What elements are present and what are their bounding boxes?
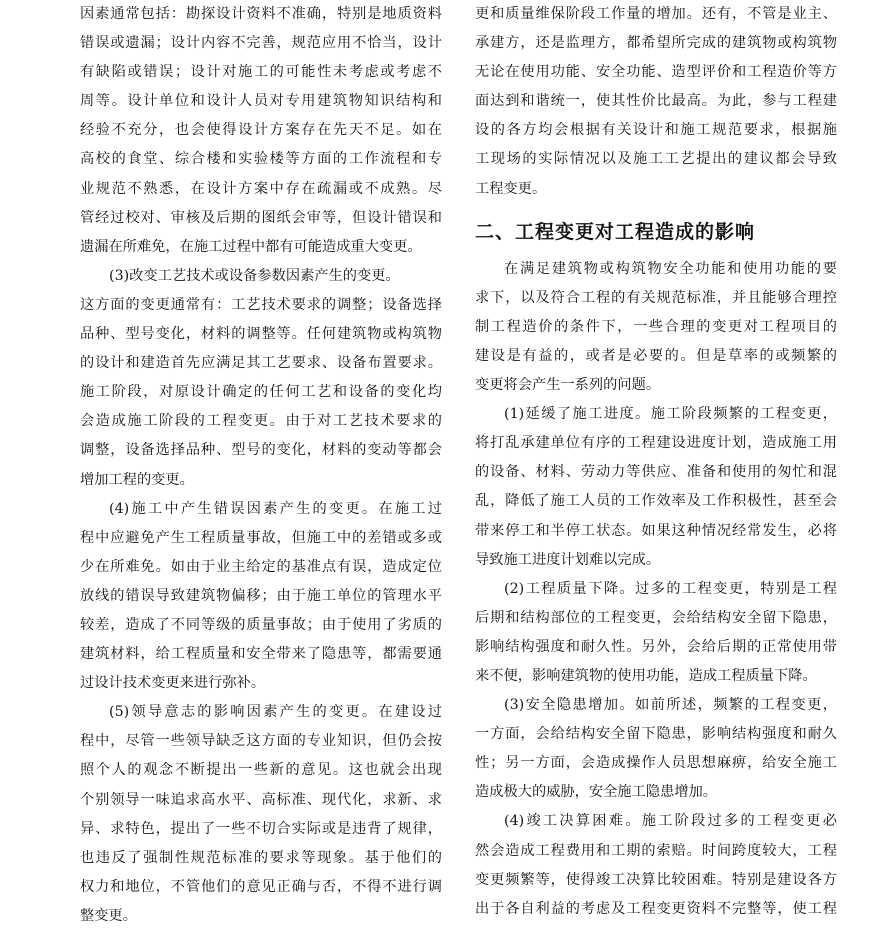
text-line: 带来停工和半停工状态。如果这种情况经常发生，必将 (475, 522, 837, 539)
text-line: 经验不充分，也会使得设计方案存在先天不足。如在 (80, 122, 442, 139)
text-line: 影响结构强度和耐久性。另外，会给后期的正常使用带 (475, 638, 837, 655)
text-line: 施工阶段，对原设计确定的任何工艺和设备的变化均 (80, 384, 442, 401)
text-line: 因素通常包括：勘探设计资料不准确，特别是地质资料 (80, 6, 442, 22)
text-line: 遗漏在所难免，在施工过程中都有可能造成重大变更。 (80, 238, 422, 255)
text-line: 工现场的实际情况以及施工工艺提出的建议都会导致 (475, 151, 837, 168)
text-line: 求下，以及符合工程的有关规范标准，并且能够合理控 (475, 289, 837, 306)
right-column (475, 0, 837, 924)
text-line: 有缺陷或错误；设计对施工的可能性未考虑或考虑不 (80, 64, 442, 81)
text-line: (3)改变工艺技术或设备参数因素产生的变更。 (109, 267, 400, 284)
text-line: 设的各方均会根据有关设计和施工规范要求，根据施 (475, 122, 837, 139)
text-line: (1)延缓了施工进度。施工阶段频繁的工程变更， (504, 406, 837, 423)
text-line: 变更频繁等，使得竣工决算比较困难。特别是建设各方 (475, 871, 837, 888)
text-line: 整变更。 (80, 907, 137, 924)
right-column-body (475, 255, 837, 924)
text-line: 乱，降低了施工人员的工作效率及工作积极性，甚至会 (475, 493, 837, 510)
text-line: 品种、型号变化，材料的调整等。任何建筑物或构筑物 (80, 326, 442, 343)
text-line: 少在所难免。如由于业主给定的基准点有误，造成定位 (80, 558, 442, 575)
text-line: 也违反了强制性规范标准的要求等现象。基于他们的 (80, 849, 442, 866)
text-line: 后期和结构部位的工程变更，会给结构安全留下隐患， (475, 609, 837, 626)
text-line: 承建方，还是监理方，都希望所完成的建筑物或构筑物 (475, 35, 837, 52)
text-line: 变更将会产生一系列的问题。 (475, 377, 661, 394)
text-line: 异、求特色，提出了一些不切合实际或是违背了规律， (80, 820, 442, 837)
text-line: 更和质量维保阶段工作量的增加。还有，不管是业主、 (475, 6, 837, 22)
text-line: (2)工程质量下降。过多的工程变更，特别是工程 (504, 580, 837, 597)
text-line: 在满足建筑物或构筑物安全功能和使用功能的要 (504, 260, 837, 277)
text-line: 的设计和建造首先应满足其工艺要求、设备布置要求。 (80, 355, 442, 372)
text-line: 建设是有益的，或者是必要的。但是草率的或频繁的 (475, 347, 837, 364)
text-line: 错误或遗漏；设计内容不完善，规范应用不恰当，设计 (80, 35, 442, 52)
text-line: (4)施工中产生错误因素产生的变更。在施工过 (109, 500, 442, 517)
text-line: 程中应避免产生工程质量事故，但施工中的差错或多或 (80, 529, 442, 546)
text-line: 照个人的观念不断提出一些新的意见。这也就会出现 (80, 762, 442, 779)
text-line: 将打乱承建单位有序的工程建设进度计划，造成施工用 (475, 435, 837, 452)
text-line: 放线的错误导致建筑物偏移；由于施工单位的管理水平 (80, 587, 442, 604)
text-line: 调整，设备选择品种、型号的变化，材料的变动等都会 (80, 442, 442, 459)
right-column-intro (475, 0, 837, 204)
text-line: 程中，尽管一些领导缺乏这方面的专业知识，但仍会按 (80, 733, 442, 750)
text-line: (3)安全隐患增加。如前所述，频繁的工程变更， (504, 697, 837, 714)
text-line: 这方面的变更通常有：工艺技术要求的调整；设备选择 (80, 296, 442, 313)
text-line: 周等。设计单位和设计人员对专用建筑物知识结构和 (80, 93, 442, 110)
text-line: 业规范不熟悉，在设计方案中存在疏漏或不成熟。尽 (80, 180, 442, 197)
text-line: 权力和地位，不管他们的意见正确与否，不得不进行调 (80, 878, 442, 895)
text-line: 造成极大的威胁，安全施工隐患增加。 (475, 784, 718, 801)
text-line: 来不便，影响建筑物的使用功能，造成工程质量下降。 (475, 667, 817, 684)
text-line: 管经过校对、审核及后期的图纸会审等，但设计错误和 (80, 209, 442, 226)
text-line: 增加工程的变更。 (80, 471, 194, 488)
text-line: 导致施工进度计划难以完成。 (475, 551, 661, 568)
text-line: 会造成施工阶段的工程变更。由于对工艺技术要求的 (80, 413, 442, 430)
text-line: 高校的食堂、综合楼和实验楼等方面的工作流程和专 (80, 151, 442, 168)
text-line: 性；另一方面，会造成操作人员思想麻痹，给安全施工 (475, 755, 837, 772)
text-line: 个别领导一味追求高水平、高标准、现代化，求新、求 (80, 791, 442, 808)
text-line: 过设计技术变更来进行弥补。 (80, 675, 266, 692)
text-line: 工程变更。 (475, 180, 547, 197)
text-line: 然会造成工程费用和工期的索赔。时间跨度较大，工程 (475, 842, 837, 859)
text-line: (4)竣工决算困难。施工阶段过多的工程变更必 (504, 813, 837, 830)
text-line: 一方面，会给结构安全留下隐患，影响结构强度和耐久 (475, 726, 837, 743)
text-line: 面达到和谐统一，使其性价比最高。为此，参与工程建 (475, 93, 837, 110)
text-line: 无论在使用功能、安全功能、造型评价和工程造价等方 (475, 64, 837, 81)
text-line: (5)领导意志的影响因素产生的变更。在建设过 (109, 704, 442, 721)
text-line: 较差，造成了不同等级的质量事故；由于使用了劣质的 (80, 616, 442, 633)
left-column (80, 0, 442, 931)
text-line: 建筑材料，给工程质量和安全带来了隐患等，都需要通 (80, 646, 442, 663)
text-line: 制工程造价的条件下，一些合理的变更对工程项目的 (475, 318, 837, 335)
text-line: 的设备、材料、劳动力等供应、准备和使用的匆忙和混 (475, 464, 837, 481)
text-line: 出于各自利益的考虑及工程变更资料不完整等，使工程 (475, 900, 837, 917)
section-heading: 二、工程变更对工程造成的影响 (475, 220, 756, 243)
